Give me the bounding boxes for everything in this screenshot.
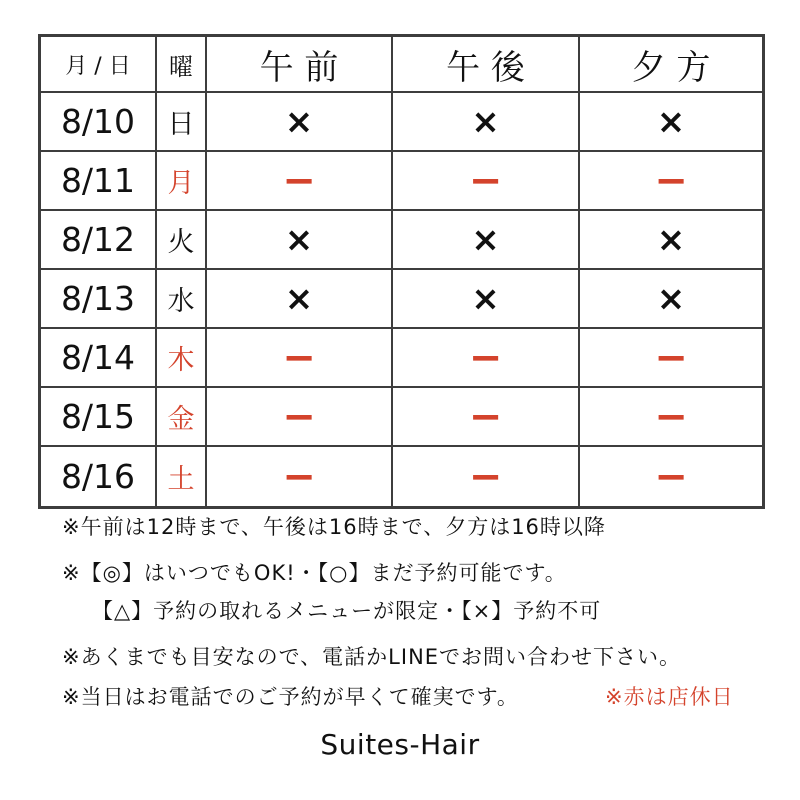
availability-mark: × bbox=[656, 101, 686, 142]
availability-mark: − bbox=[282, 334, 316, 381]
schedule-table bbox=[38, 34, 765, 509]
table-row bbox=[41, 270, 762, 329]
availability-mark: − bbox=[468, 334, 503, 381]
date-cell: 8/12 bbox=[41, 211, 157, 268]
evening-cell bbox=[580, 270, 762, 327]
availability-mark: × bbox=[284, 101, 314, 142]
morning-cell bbox=[207, 211, 393, 268]
availability-mark: − bbox=[654, 334, 688, 381]
weekday-cell: 土 bbox=[157, 447, 207, 506]
table-row bbox=[41, 211, 762, 270]
note-holiday-legend: ※赤は店休日 bbox=[605, 685, 734, 709]
afternoon-cell bbox=[393, 93, 580, 150]
evening-cell bbox=[580, 447, 762, 506]
afternoon-cell bbox=[393, 152, 580, 209]
availability-mark: × bbox=[284, 278, 314, 319]
morning-cell bbox=[207, 447, 393, 506]
table-row bbox=[41, 447, 762, 506]
evening-cell bbox=[580, 152, 762, 209]
date-cell: 8/15 bbox=[41, 388, 157, 445]
evening-cell bbox=[580, 93, 762, 150]
availability-mark: − bbox=[282, 453, 316, 500]
note-hours: ※午前は12時まで、午後は16時まで、夕方は16時以降 bbox=[62, 515, 606, 539]
morning-cell bbox=[207, 270, 393, 327]
date-cell: 8/10 bbox=[41, 93, 157, 150]
table-row bbox=[41, 329, 762, 388]
afternoon-cell bbox=[393, 388, 580, 445]
availability-mark: − bbox=[282, 157, 316, 204]
note-legend-limited: 【△】予約の取れるメニューが限定・【×】予約不可 bbox=[92, 599, 602, 623]
date-cell: 8/14 bbox=[41, 329, 157, 386]
weekday-cell: 月 bbox=[157, 152, 207, 209]
weekday-cell: 日 bbox=[157, 93, 207, 150]
header-morning: 午 前 bbox=[207, 37, 393, 91]
morning-cell bbox=[207, 93, 393, 150]
availability-mark: − bbox=[654, 157, 688, 204]
table-row bbox=[41, 388, 762, 447]
note-contact: ※あくまでも目安なので、電話かLINEでお問い合わせ下さい。 bbox=[62, 645, 682, 669]
morning-cell bbox=[207, 152, 393, 209]
date-cell: 8/16 bbox=[41, 447, 157, 506]
note-same-day: ※当日はお電話でのご予約が早くて確実です。 bbox=[62, 685, 519, 709]
afternoon-cell bbox=[393, 270, 580, 327]
date-cell: 8/11 bbox=[41, 152, 157, 209]
evening-cell bbox=[580, 211, 762, 268]
availability-mark: × bbox=[284, 219, 314, 260]
weekday-cell: 火 bbox=[157, 211, 207, 268]
availability-mark: × bbox=[471, 219, 500, 260]
availability-mark: × bbox=[656, 219, 686, 260]
availability-mark: − bbox=[654, 393, 688, 440]
availability-mark: − bbox=[654, 453, 688, 500]
morning-cell bbox=[207, 388, 393, 445]
availability-mark: × bbox=[471, 278, 500, 319]
availability-mark: × bbox=[656, 278, 686, 319]
weekday-cell: 金 bbox=[157, 388, 207, 445]
header-evening: 夕 方 bbox=[631, 47, 711, 88]
evening-cell bbox=[580, 329, 762, 386]
brand-name: Suites-Hair bbox=[320, 728, 480, 761]
header-afternoon: 午 後 bbox=[393, 37, 580, 91]
afternoon-cell bbox=[393, 329, 580, 386]
afternoon-cell bbox=[393, 211, 580, 268]
note-legend-available: ※【◎】はいつでもOK!・【○】まだ予約可能です。 bbox=[62, 561, 567, 585]
availability-mark: − bbox=[282, 393, 316, 440]
availability-mark: − bbox=[468, 453, 503, 500]
date-cell: 8/13 bbox=[41, 270, 157, 327]
availability-mark: × bbox=[471, 101, 500, 142]
table-row bbox=[41, 152, 762, 211]
availability-mark: − bbox=[468, 393, 503, 440]
table-row bbox=[41, 93, 762, 152]
header-date: 月 / 日 bbox=[41, 37, 157, 91]
header-weekday: 曜 bbox=[157, 37, 207, 91]
weekday-cell: 水 bbox=[157, 270, 207, 327]
availability-mark: − bbox=[468, 157, 503, 204]
evening-cell bbox=[580, 388, 762, 445]
morning-cell bbox=[207, 329, 393, 386]
table-header-row bbox=[41, 37, 762, 93]
weekday-cell: 木 bbox=[157, 329, 207, 386]
afternoon-cell bbox=[393, 447, 580, 506]
